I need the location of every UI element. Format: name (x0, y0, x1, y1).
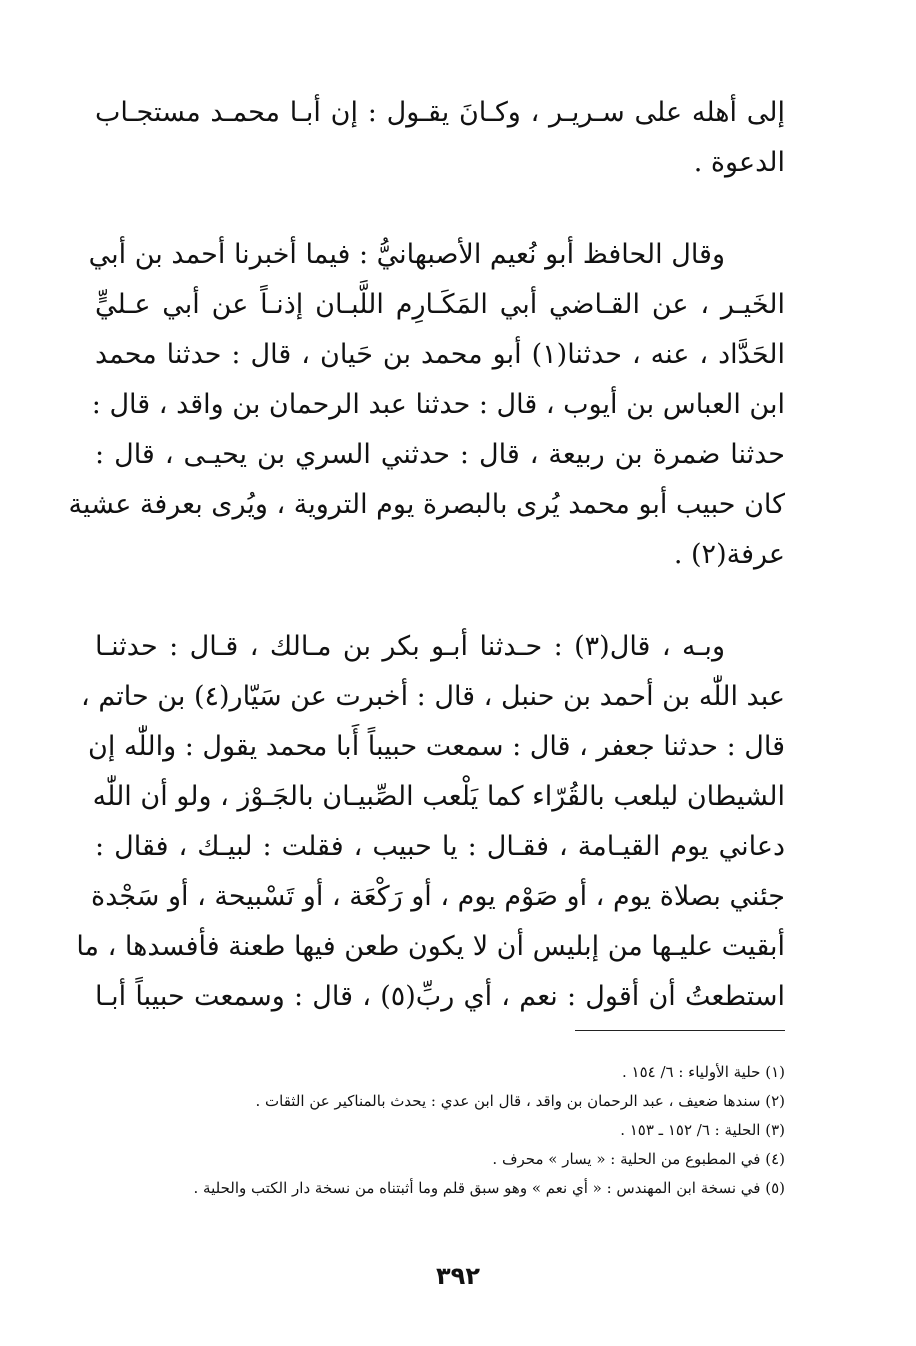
text-line: استطعتُ أن أقول : نعم ، أي ربِّ(٥) ، قال : وسمعت حبيباً أبـا (95, 981, 785, 1012)
page-number: ٣٩٢ (436, 1262, 480, 1290)
text-line: إلى أهله على سـريـر ، وكـانَ يقـول : إن أبـا محمـد مستجـاب (95, 97, 785, 128)
footnote: (١) حلية الأولياء : ٦/ ١٥٤ . (621, 1063, 785, 1081)
footnote: (٢) سندها ضعيف ، عبد الرحمان بن واقد ، قال ابن عدي : يحدث بالمناكير عن الثقات . (255, 1092, 785, 1110)
text-line: كان حبيب أبو محمد يُرى بالبصرة يوم التروية ، ويُرى بعرفة عشية (68, 489, 785, 520)
text-line: حدثنا ضمرة بن ربيعة ، قال : حدثني السري بن يحيـى ، قال : (95, 439, 785, 470)
footnote: (٣) الحلية : ٦/ ١٥٢ ـ ١٥٣ . (620, 1121, 785, 1139)
main-text (68, 88, 785, 1022)
footnote-divider (575, 1030, 785, 1031)
text-line: وقال الحافظ أبو نُعيم الأصبهانيُّ : فيما أخبرنا أحمد بن أبي (88, 239, 725, 270)
paragraph (68, 230, 785, 580)
text-line: الخَيـر ، عن القـاضي أبي المَكَـارِم اللَّبـان إذنـاً عن أبي عـليٍّ (95, 289, 785, 320)
text-line: ابن العباس بن أيوب ، قال : حدثنا عبد الرحمان بن واقد ، قال : (91, 389, 785, 420)
paragraph (95, 88, 785, 188)
footnote: (٤) في المطبوع من الحلية : « يسار » محرف . (492, 1150, 785, 1168)
text-line: الدعوة . (693, 147, 785, 178)
paragraph (76, 622, 785, 1022)
text-line: جئني بصلاة يوم ، أو صَوْم يوم ، أو رَكْعَة ، أو تَسْبيحة ، أو سَجْدة (91, 881, 785, 912)
text-line: عبد اللّٰه بن أحمد بن حنبل ، قال : أخبرت عن سَيّار(٤) بن حاتم ، (81, 681, 785, 712)
text-line: قال : حدثنا جعفر ، قال : سمعت حبيباً أَبا محمد يقول : واللّٰه إن (88, 731, 785, 762)
text-line: الشيطان ليلعب بالقُرّاء كما يَلْعب الصِّبيـان بالجَـوْز ، ولو أن اللّٰه (92, 781, 785, 812)
text-line: عرفة(٢) . (673, 539, 785, 570)
footnote: (٥) في نسخة ابن المهندس : « أي نعم » وهو سبق قلم وما أثبتناه من نسخة دار الكتب والحلية . (193, 1179, 785, 1197)
text-line: أبقيت عليـها من إبليس أن لا يكون طعن فيها طعنة فأفسدها ، ما (76, 931, 785, 962)
text-line: وبـه ، قال(٣) : حـدثنا أبـو بكر بن مـالك ، قـال : حدثنـا (95, 631, 725, 662)
footnotes (95, 1058, 785, 1203)
text-line: دعاني يوم القيـامة ، فقـال : يا حبيب ، فقلت : لبيـك ، فقال : (95, 831, 785, 862)
text-line: الحَدَّاد ، عنه ، حدثنا(١) أبو محمد بن حَيان ، قال : حدثنا محمد (95, 339, 785, 370)
